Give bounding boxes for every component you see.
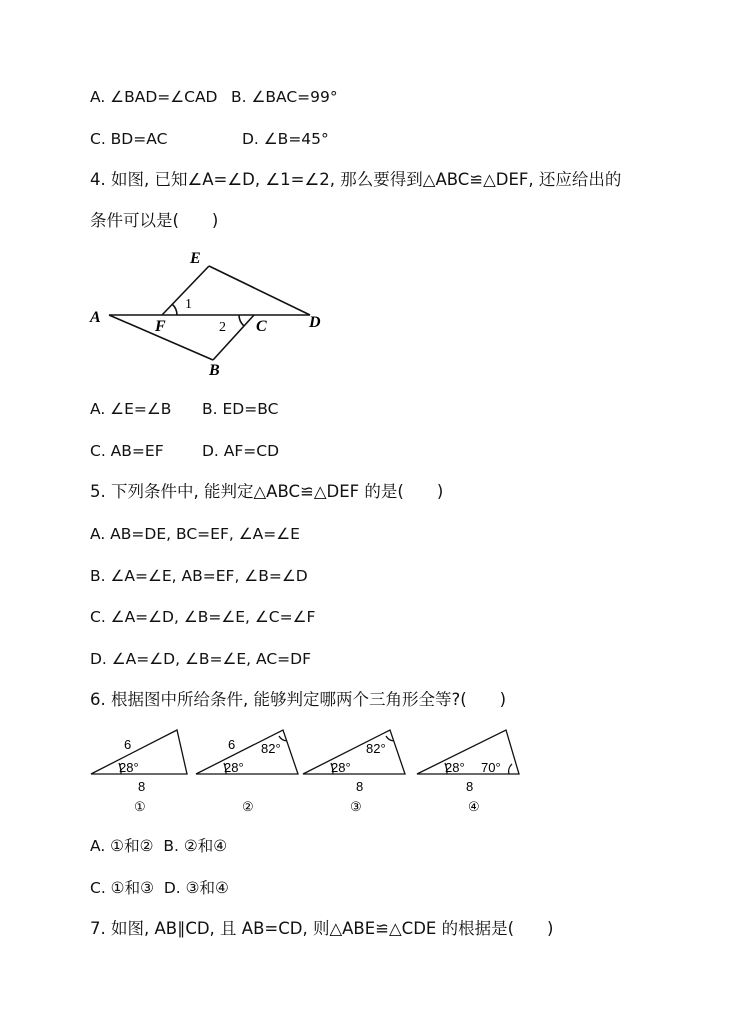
- q6-options-cd: C. ①和③ D. ③和④: [90, 879, 229, 897]
- q5-option-c: C. ∠A=∠D, ∠B=∠E, ∠C=∠F: [90, 608, 316, 626]
- triangle-4-angle-right: 70°: [481, 760, 501, 775]
- q3-option-d: D. ∠B=45°: [242, 130, 329, 148]
- triangle-1-angle-left: 28°: [119, 760, 139, 775]
- triangle-1-side: 6: [124, 737, 132, 752]
- triangle-3-angle-right: 82°: [366, 741, 386, 756]
- q3-option-c: C. BD=AC: [90, 130, 168, 148]
- q5-option-a: A. AB=DE, BC=EF, ∠A=∠E: [90, 525, 300, 543]
- q6-stem: 6. 根据图中所给条件, 能够判定哪两个三角形全等?( ): [90, 690, 507, 709]
- triangle-2-side: 6: [228, 737, 236, 752]
- label-f: F: [155, 318, 166, 335]
- triangle-4-number: ④: [468, 799, 480, 814]
- triangle-3-number: ③: [350, 799, 362, 814]
- q4-stem-line2: 条件可以是( ): [90, 211, 219, 230]
- angle-2-label: 2: [219, 320, 226, 335]
- triangle-2-angle-left: 28°: [224, 760, 244, 775]
- q4-stem-line1: 4. 如图, 已知∠A=∠D, ∠1=∠2, 那么要得到△ABC≌△DEF, 还应给出的: [90, 170, 622, 189]
- triangle-1-base: 8: [138, 779, 146, 794]
- q3-option-a: A. ∠BAD=∠CAD: [90, 88, 218, 106]
- triangle-1-number: ①: [134, 799, 146, 814]
- q4-option-b: B. ED=BC: [202, 400, 279, 418]
- q5-option-b: B. ∠A=∠E, AB=EF, ∠B=∠D: [90, 567, 308, 585]
- label-a: A: [90, 309, 101, 326]
- triangle-2: [196, 730, 298, 774]
- label-b: B: [209, 362, 220, 379]
- triangle-1: [91, 730, 187, 774]
- angle-1-label: 1: [185, 297, 192, 312]
- label-e: E: [190, 250, 201, 267]
- triangle-2-number: ②: [242, 799, 254, 814]
- segment-ed: [209, 266, 310, 315]
- q5-option-d: D. ∠A=∠D, ∠B=∠E, AC=DF: [90, 650, 312, 668]
- q7-stem: 7. 如图, AB∥CD, 且 AB=CD, 则△ABE≌△CDE 的根据是( ): [90, 919, 554, 938]
- q4-option-a: A. ∠E=∠B: [90, 400, 172, 418]
- triangle-3-base: 8: [356, 779, 364, 794]
- triangle-4-base: 8: [466, 779, 474, 794]
- q3-option-b: B. ∠BAC=99°: [231, 88, 338, 106]
- triangle-2-angle-right: 82°: [261, 741, 281, 756]
- triangle-3: [303, 730, 405, 774]
- q5-stem: 5. 下列条件中, 能判定△ABC≌△DEF 的是( ): [90, 482, 444, 501]
- angle-1-arc: [172, 304, 177, 315]
- q4-option-c: C. AB=EF: [90, 442, 164, 460]
- q6-options-ab: A. ①和② B. ②和④: [90, 837, 228, 855]
- label-d: D: [309, 314, 321, 331]
- triangle-4-angle-left: 28°: [445, 760, 465, 775]
- triangle-3-angle-left: 28°: [331, 760, 351, 775]
- triangle-4: [417, 730, 519, 774]
- q4-figure: [85, 243, 335, 383]
- angle-2-arc: [239, 315, 244, 326]
- label-c: C: [256, 318, 267, 335]
- q4-option-d: D. AF=CD: [202, 442, 280, 460]
- q6-figure: [88, 724, 528, 820]
